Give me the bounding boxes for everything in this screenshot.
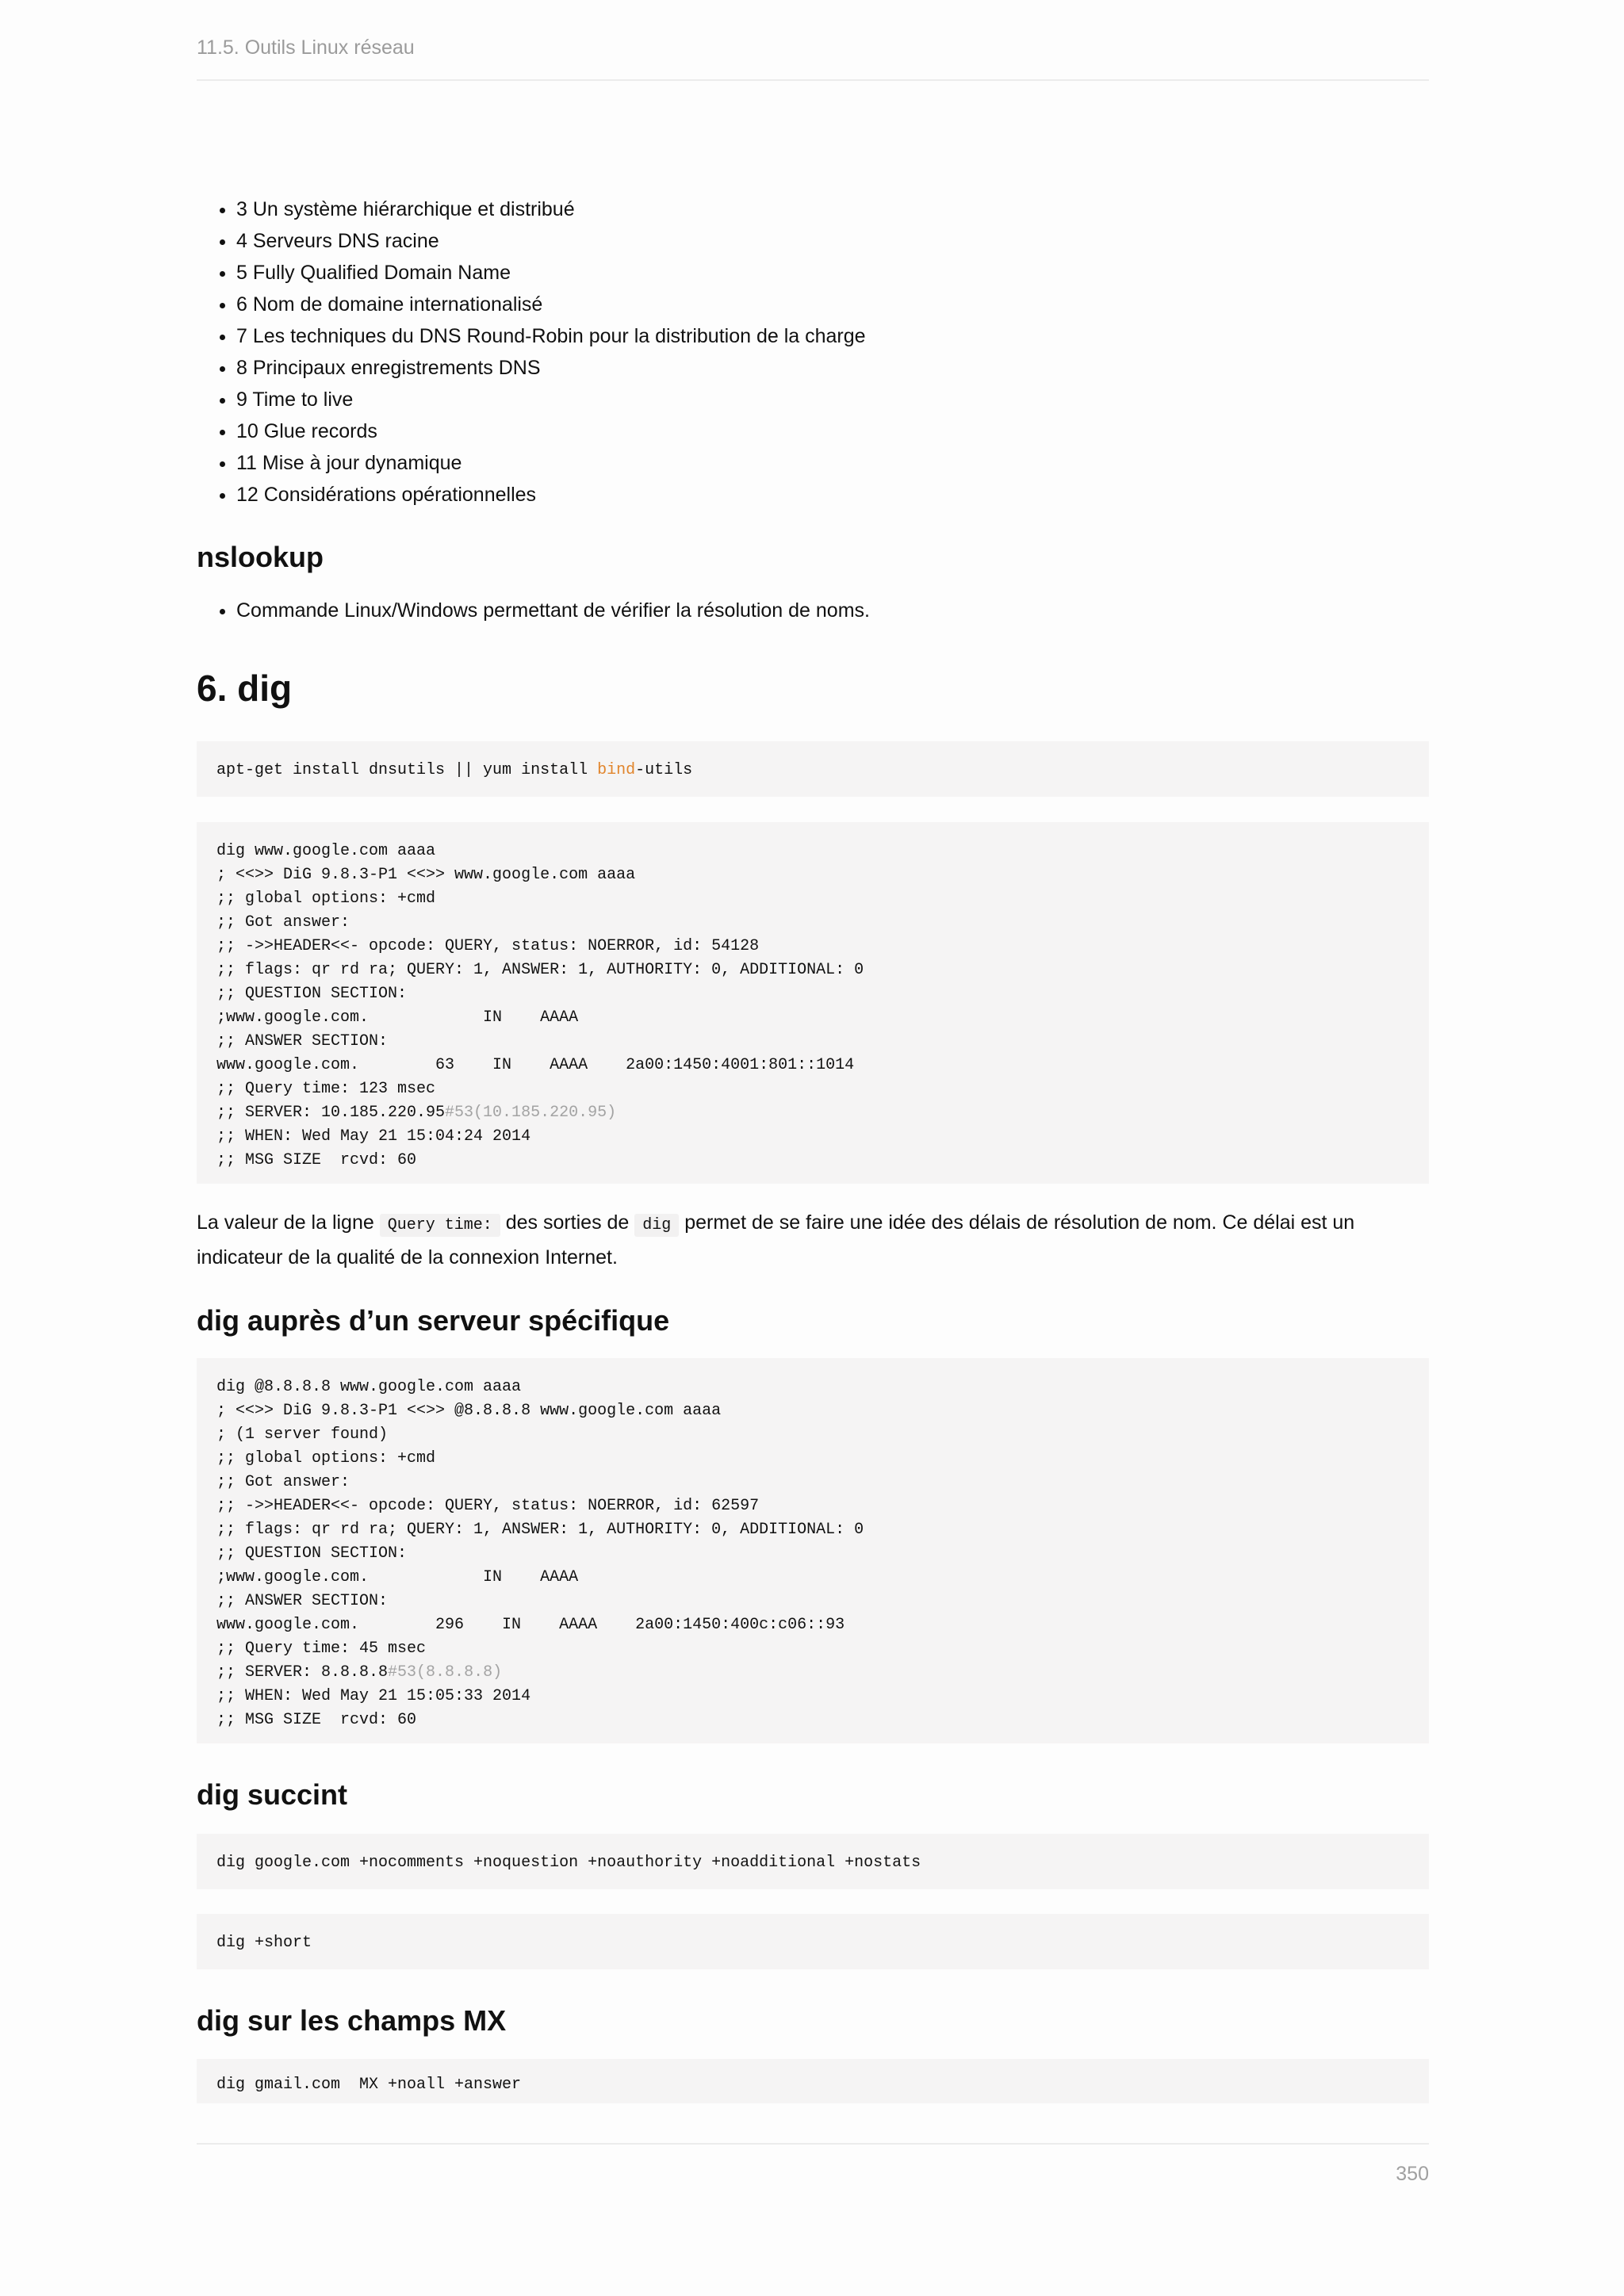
- dns-topic-list: [197, 193, 866, 511]
- code-line: ;; SERVER: 10.185.220.95#53(10.185.220.95): [216, 1104, 617, 1122]
- dig-output-code-block: [197, 822, 1429, 1184]
- query-time-paragraph: La valeur de la ligne Query time: des sorties de dig permet de se faire une idée des délais de résolution de nom. Ce délai est un indicateur de la qualité de la connexion Internet.: [197, 1211, 1355, 1269]
- code-line: ;; ANSWER SECTION:: [216, 1032, 389, 1050]
- header-divider: [197, 79, 1429, 81]
- code-line: dig google.com +nocomments +noquestion +noauthority +noadditional +nostats: [216, 1854, 921, 1872]
- list-item: • 6 Nom de domaine internationalisé: [236, 289, 866, 320]
- code-line: ;; Query time: 123 msec: [216, 1080, 436, 1098]
- code-line: ;; MSG SIZE rcvd: 60: [216, 1711, 417, 1729]
- page-number: 350: [1396, 2163, 1429, 2185]
- section-heading-specific-server: dig auprès d’un serveur spécifique: [197, 1304, 670, 1337]
- code-line: dig @8.8.8.8 www.google.com aaaa: [216, 1378, 522, 1396]
- code-line: ;; Query time: 45 msec: [216, 1640, 427, 1658]
- code-line: ;www.google.com. IN AAAA: [216, 1008, 579, 1027]
- code-line: dig +short: [216, 1934, 312, 1952]
- code-line: apt-get install dnsutils || yum install bind-utils: [216, 761, 693, 779]
- list-item: • 5 Fully Qualified Domain Name: [236, 257, 866, 289]
- succinct-code-block: [197, 1834, 1429, 1889]
- code-line: ;; MSG SIZE rcvd: 60: [216, 1151, 417, 1169]
- code-line: ;; flags: qr rd ra; QUERY: 1, ANSWER: 1, AUTHORITY: 0, ADDITIONAL: 0: [216, 961, 864, 979]
- code-line: ;; global options: +cmd: [216, 890, 436, 908]
- running-header: 11.5. Outils Linux réseau: [197, 36, 415, 59]
- list-item: • 12 Considérations opérationnelles: [236, 479, 866, 511]
- code-line: dig gmail.com MX +noall +answer: [216, 2076, 522, 2094]
- code-line: dig www.google.com aaaa: [216, 842, 436, 860]
- dig-server-code-block: [197, 1358, 1429, 1743]
- section-heading-succinct: dig succint: [197, 1778, 348, 1811]
- code-line: ;; QUESTION SECTION:: [216, 985, 408, 1003]
- list-item: • 7 Les techniques du DNS Round-Robin pour la distribution de la charge: [236, 320, 866, 352]
- code-line: ;; Got answer:: [216, 913, 350, 932]
- code-line: ;; ->>HEADER<<- opcode: QUERY, status: NOERROR, id: 54128: [216, 937, 760, 955]
- code-line: ;; WHEN: Wed May 21 15:05:33 2014: [216, 1687, 531, 1705]
- list-item: • 9 Time to live: [236, 384, 866, 415]
- mx-code-block: [197, 2059, 1429, 2103]
- section-heading-nslookup: nslookup: [197, 541, 324, 573]
- code-line: ;; Got answer:: [216, 1473, 350, 1491]
- code-line: ;; ANSWER SECTION:: [216, 1592, 389, 1610]
- code-line: www.google.com. 63 IN AAAA 2a00:1450:4001:801::1014: [216, 1056, 855, 1074]
- nslookup-list: [197, 595, 870, 626]
- code-line: ;; flags: qr rd ra; QUERY: 1, ANSWER: 1, AUTHORITY: 0, ADDITIONAL: 0: [216, 1521, 864, 1539]
- inline-code: dig: [634, 1214, 679, 1237]
- chapter-heading-dig: 6. dig: [197, 668, 293, 709]
- install-code-block: [197, 741, 1429, 797]
- list-item: • 10 Glue records: [236, 415, 866, 447]
- code-line: ;; global options: +cmd: [216, 1449, 436, 1468]
- code-line: ;; SERVER: 8.8.8.8#53(8.8.8.8): [216, 1663, 503, 1682]
- code-line: ;www.google.com. IN AAAA: [216, 1568, 579, 1586]
- list-item: • Commande Linux/Windows permettant de vérifier la résolution de noms.: [236, 595, 870, 626]
- list-item: • 3 Un système hiérarchique et distribué: [236, 193, 866, 225]
- code-line: ;; QUESTION SECTION:: [216, 1544, 408, 1563]
- code-line: ; (1 server found): [216, 1425, 389, 1444]
- code-line: www.google.com. 296 IN AAAA 2a00:1450:400c:c06::93: [216, 1616, 845, 1634]
- code-line: ; <<>> DiG 9.8.3-P1 <<>> www.google.com aaaa: [216, 866, 636, 884]
- code-line: ;; ->>HEADER<<- opcode: QUERY, status: NOERROR, id: 62597: [216, 1497, 760, 1515]
- section-heading-mx: dig sur les champs MX: [197, 2004, 507, 2037]
- list-item: • 8 Principaux enregistrements DNS: [236, 352, 866, 384]
- code-line: ;; WHEN: Wed May 21 15:04:24 2014: [216, 1127, 531, 1146]
- footer-divider: [197, 2143, 1429, 2145]
- short-code-block: [197, 1914, 1429, 1969]
- inline-code: Query time:: [380, 1214, 500, 1237]
- code-line: ; <<>> DiG 9.8.3-P1 <<>> @8.8.8.8 www.google.com aaaa: [216, 1402, 722, 1420]
- list-item: • 11 Mise à jour dynamique: [236, 447, 866, 479]
- list-item: • 4 Serveurs DNS racine: [236, 225, 866, 257]
